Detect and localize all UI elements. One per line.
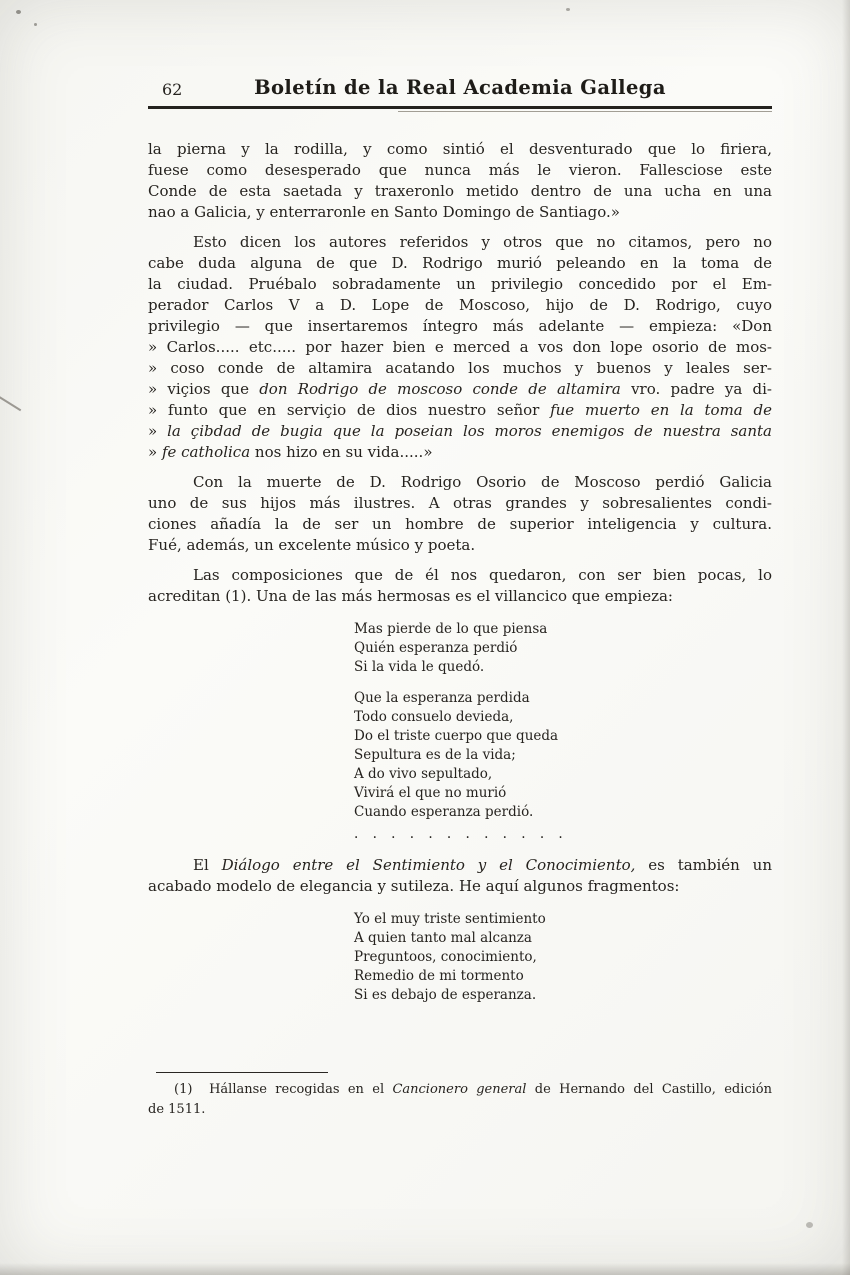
text-line [148, 565, 772, 586]
text-line [148, 274, 772, 295]
header-rule [148, 106, 772, 109]
text-line [148, 337, 772, 358]
paragraph [148, 565, 772, 607]
verse-line: A quien tanto mal alcanza [354, 929, 532, 946]
italic-text: la çibdad de bugia que la poseian los moros enemigos de nuestra santa [167, 421, 772, 440]
text-run: uno de sus hijos más ilustres. A otras grandes y sobresalientes condi- [148, 493, 772, 512]
verse-line: Quién esperanza perdió [354, 639, 518, 656]
scan-speck [566, 8, 570, 11]
text-run: ciones añadía la de ser un hombre de superior inteligencia y cultura. [148, 514, 772, 533]
paragraph [148, 232, 772, 463]
page-content [148, 76, 772, 1016]
text-line [148, 855, 772, 876]
scan-speck [806, 1222, 813, 1228]
text-run: vro. padre ya di- [620, 379, 772, 398]
text-run: la pierna y la rodilla, y como sintió el desventurado que lo firiera, [148, 139, 772, 158]
text-line [148, 421, 772, 442]
verse-block [354, 910, 772, 1005]
text-run: » viçios que [148, 379, 260, 398]
text-run: » coso conde de altamira acatando los muchos y buenos y leales ser- [148, 358, 772, 377]
page-number: 62 [162, 80, 183, 99]
text-run: fuese como desesperado que nunca más le vieron. Fallesciose este [148, 160, 772, 179]
paragraph [148, 139, 772, 223]
text-run: » Carlos..... etc..... por hazer bien e merced a vos don lope osorio de mos- [148, 337, 772, 356]
scan-scratch [0, 395, 21, 411]
text-run: acreditan (1). Una de las más hermosas es el villancico que empieza: [148, 586, 673, 605]
footnote-line [148, 1080, 772, 1100]
text-line [148, 160, 772, 181]
text-run: Fué, además, un excelente músico y poeta. [148, 535, 476, 554]
text-line [148, 379, 772, 400]
paragraph [148, 472, 772, 556]
text-run: » [148, 421, 168, 440]
verse-block [354, 620, 772, 844]
text-run: es también un [635, 855, 773, 874]
header-rule-secondary [398, 111, 772, 112]
text-line [148, 514, 772, 535]
stanza [354, 620, 772, 677]
text-run: perador Carlos V a D. Lope de Moscoso, hijo de D. Rodrigo, cuyo [148, 295, 772, 314]
text-run: de Hernando del Castillo, edición [526, 1082, 773, 1097]
scan-edge-shadow-bottom [0, 1263, 850, 1275]
text-run: Las composiciones que de él nos quedaron, con ser bien pocas, lo [193, 565, 772, 584]
text-line [148, 358, 772, 379]
text-line [148, 472, 772, 493]
body-text [148, 139, 772, 1005]
text-run: » funto que en serviçio de dios nuestro señor [148, 400, 551, 419]
verse-line: Si es debajo de esperanza. [354, 986, 537, 1003]
text-line [148, 876, 772, 897]
footnote-rule [156, 1072, 328, 1073]
text-run: acabado modelo de elegancia y sutileza. He aquí algunos fragmentos: [148, 876, 680, 895]
verse-line: Mas pierde de lo que piensa [354, 620, 548, 637]
text-run: privilegio — que insertaremos íntegro más adelante — empieza: «Don [148, 316, 772, 335]
text-line [148, 181, 772, 202]
italic-text: Cancionero general [392, 1082, 527, 1097]
text-run: El [193, 855, 222, 874]
verse-line: Si la vida le quedó. [354, 658, 485, 675]
text-run: la ciudad. Pruébalo sobradamente un privilegio concedido por el Em- [148, 274, 772, 293]
text-line [148, 493, 772, 514]
paragraph [148, 855, 772, 897]
italic-text: don Rodrigo de moscoso conde de altamira [259, 379, 621, 398]
verse-line: Vivirá el que no murió [354, 784, 507, 801]
scan-edge-shadow-right [842, 0, 850, 1275]
text-run: cabe duda alguna de que D. Rodrigo murió peleando en la toma de [148, 253, 772, 272]
scan-speck [16, 10, 21, 14]
scan-speck [34, 23, 37, 26]
text-run: nos hizo en su vida.....» [250, 442, 433, 461]
footnote-text [148, 1080, 772, 1120]
text-line [148, 316, 772, 337]
verse-line: Remedio de mi tormento [354, 967, 524, 984]
verse-line: Yo el muy triste sentimiento [354, 910, 546, 927]
italic-text: fe catholica [161, 442, 251, 461]
text-line [148, 202, 772, 223]
stanza [354, 689, 772, 822]
verse-line: Que la esperanza perdida [354, 689, 530, 706]
text-line [148, 535, 772, 556]
text-run: » [148, 442, 162, 461]
text-line [148, 295, 772, 316]
text-run: (1) Hállanse recogidas en el [174, 1082, 393, 1097]
verse-line: Sepultura es de la vida; [354, 746, 516, 763]
verse-line: Cuando esperanza perdió. [354, 803, 534, 820]
text-line [148, 253, 772, 274]
text-line [148, 139, 772, 160]
ellipsis-line: . . . . . . . . . . . . [354, 825, 565, 842]
text-line [148, 400, 772, 421]
running-header [148, 76, 772, 103]
italic-text: Diálogo entre el Sentimiento y el Conocimiento, [221, 855, 636, 874]
journal-title: Boletín de la Real Academia Gallega [254, 76, 666, 99]
footnote [148, 1072, 772, 1120]
footnote-line [148, 1100, 772, 1120]
verse-line: Preguntoos, conocimiento, [354, 948, 537, 965]
text-run: Con la muerte de D. Rodrigo Osorio de Moscoso perdió Galicia [193, 472, 772, 491]
text-run: de 1511. [148, 1102, 206, 1117]
text-line [148, 586, 772, 607]
text-run: Esto dicen los autores referidos y otros que no citamos, pero no [193, 232, 772, 251]
stanza [354, 910, 772, 1005]
verse-line: A do vivo sepultado, [354, 765, 493, 782]
text-line [148, 232, 772, 253]
text-line [148, 442, 772, 463]
verse-line: Do el triste cuerpo que queda [354, 727, 559, 744]
text-run: nao a Galicia, y enterraronle en Santo Domingo de Santiago.» [148, 202, 620, 221]
italic-text: fue muerto en la toma de [550, 400, 772, 419]
verse-line: Todo consuelo devieda, [354, 708, 514, 725]
text-run: Conde de esta saetada y traxeronlo metido dentro de una ucha en una [148, 181, 772, 200]
